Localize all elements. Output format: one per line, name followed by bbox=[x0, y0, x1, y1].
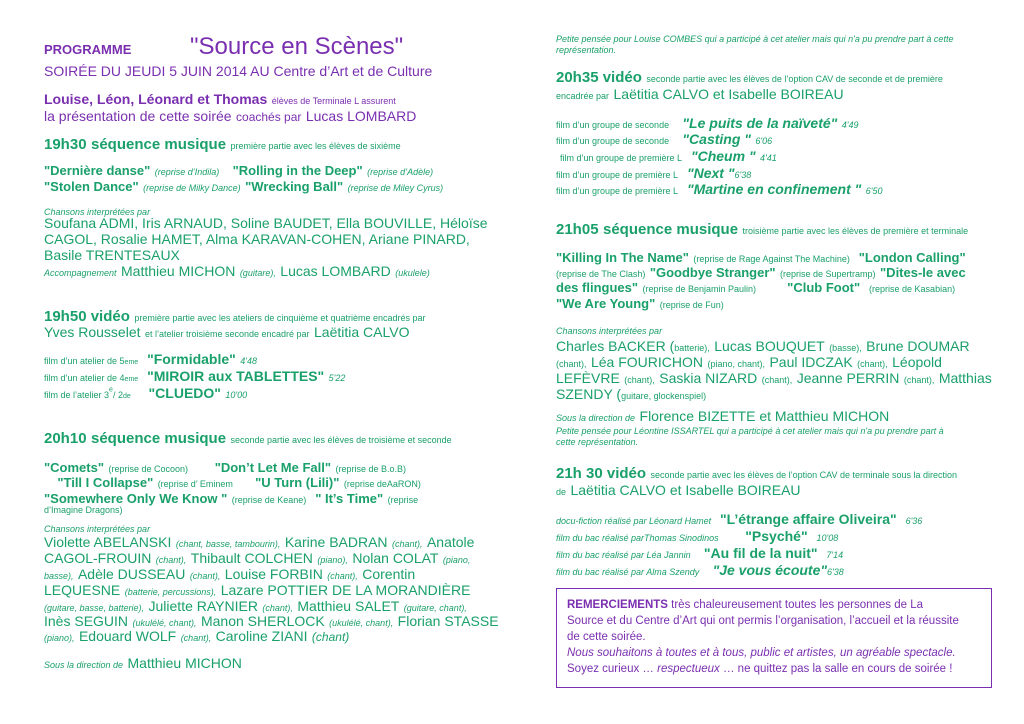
film-prefix: film d’un atelier de 5 bbox=[44, 356, 125, 366]
teacher-name: Laëtitia CALVO et Isabelle BOIREAU bbox=[570, 482, 801, 498]
performer-name: LEQUESNE bbox=[44, 582, 121, 598]
film-line bbox=[44, 368, 345, 386]
performer-role: (chant), bbox=[155, 555, 187, 565]
song-title: "Stolen Dance" bbox=[44, 179, 139, 194]
interp-label: Chansons interprétées par bbox=[44, 524, 151, 534]
film-title: "Le puits de la naïveté" bbox=[682, 115, 838, 131]
thanks-text: Source et du Centre d’Art qui ont permis l’organisation, l’accueil et la réussite bbox=[567, 615, 959, 627]
song-title: des flingues" bbox=[556, 280, 639, 295]
performer-name: Corentin bbox=[362, 566, 416, 582]
coached-text: coachés par bbox=[236, 110, 302, 124]
teachers-line bbox=[556, 86, 844, 104]
performer-name: CAGOL-FROUIN bbox=[44, 550, 152, 566]
performer-name: Jeanne PERRIN bbox=[796, 370, 900, 386]
song-title: "Rolling in the Deep" bbox=[232, 163, 363, 178]
performer-name: Manon SHERLOCK bbox=[200, 613, 325, 629]
film-title: "Casting " bbox=[682, 131, 751, 147]
performer-name: Inès SEGUIN bbox=[44, 613, 129, 629]
song-title: "Wrecking Ball" bbox=[245, 179, 344, 194]
film-duration: 10'08 bbox=[816, 533, 839, 543]
film-duration: 6'38 bbox=[734, 170, 752, 180]
note-line: Petite pensée pour Léontine ISSARTEL qui a participé à cet atelier mais qui n'a pu prendre part à bbox=[556, 426, 944, 436]
performer-role: (chant), bbox=[624, 375, 655, 385]
film-prefix: film d’un groupe de première L bbox=[556, 186, 679, 196]
song-note: (reprise d’Adèle) bbox=[367, 167, 434, 177]
performer-role: (chant), bbox=[556, 359, 587, 369]
film-duration: 5'22 bbox=[328, 373, 346, 383]
thanks-text: très chaleureusement toutes les personnes de La bbox=[667, 599, 924, 611]
accompaniment-line bbox=[44, 263, 430, 281]
section-time: 19h50 vidéo bbox=[44, 308, 130, 325]
performer-name: Juliette RAYNIER bbox=[148, 598, 258, 614]
film-line bbox=[44, 385, 247, 403]
performer-name: Louise FORBIN bbox=[224, 566, 323, 582]
presenters: Louise, Léon, Léonard et Thomas bbox=[44, 91, 268, 107]
section-2130-heading bbox=[556, 465, 957, 483]
section-desc: seconde partie avec les élèves de l’option CAV de terminale sous la direction bbox=[650, 470, 958, 480]
song-note: (reprise de Benjamin Paulin) bbox=[642, 284, 757, 294]
thanks-text: de cette soirée. bbox=[567, 631, 646, 643]
thanks-text: Nous souhaitons à toutes et à tous, public et artistes, un agréable spectacle. bbox=[567, 647, 956, 659]
song-note: (reprise de Rage Against The Machine) bbox=[693, 254, 850, 264]
film-prefix: film d’un groupe de première L bbox=[556, 170, 679, 180]
film-line bbox=[556, 181, 882, 199]
section-desc: seconde partie avec les élèves de l’option CAV de seconde et de première bbox=[646, 74, 943, 84]
song-note: (reprise bbox=[387, 495, 419, 505]
performer-role: (chant), bbox=[180, 633, 212, 643]
song-title: "Club Foot" bbox=[787, 280, 861, 295]
song-title: "U Turn (Lili)" bbox=[255, 475, 340, 490]
song-title: "Don’t Let Me Fall" bbox=[214, 460, 332, 475]
performer-name: Léa FOURICHON bbox=[590, 354, 703, 370]
performer-role: (basse), bbox=[829, 343, 862, 353]
section-2035-heading bbox=[556, 69, 943, 87]
performer-role: (chant), bbox=[903, 375, 935, 385]
section-desc: seconde partie avec les élèves de troisième et seconde bbox=[230, 435, 452, 445]
film-prefix: film du bac réalisé par Alma Szendy bbox=[556, 567, 700, 577]
performer-name: Lucas BOUQUET bbox=[714, 338, 825, 354]
performer-name: Thibault COLCHEN bbox=[190, 550, 313, 566]
thanks-line bbox=[567, 597, 981, 613]
film-prefix: film du bac réalisé parThomas Sinodinos bbox=[556, 533, 719, 543]
film-prefix: film du bac réalisé par Léa Jannin bbox=[556, 550, 691, 560]
film-duration: 6'36 bbox=[905, 516, 923, 526]
song-title: "Killing In The Name" bbox=[556, 250, 689, 265]
song-note: (reprise de Keane) bbox=[231, 495, 307, 505]
direction-label: Sous la direction de bbox=[556, 413, 636, 423]
song-note: (reprise de Miley Cyrus) bbox=[347, 183, 444, 193]
film-prefix: film d’un groupe de première L bbox=[560, 153, 683, 163]
performers-line: Basile TRENTESAUX bbox=[44, 247, 180, 263]
section-2105-heading bbox=[556, 221, 968, 239]
thanks-line bbox=[567, 661, 981, 677]
accomp-note: (guitare), bbox=[239, 268, 276, 278]
accomp-label: Accompagnement bbox=[44, 268, 117, 278]
film-title: "Next " bbox=[686, 165, 735, 181]
performer-role: (ukulélé, chant), bbox=[132, 618, 197, 628]
presentation-line bbox=[44, 108, 416, 126]
performer-name: Paul IDCZAK bbox=[769, 354, 853, 370]
accomp-name: Lucas LOMBARD bbox=[280, 263, 391, 279]
performer-role: (piano, bbox=[442, 555, 471, 565]
film-prefix: docu-fiction réalisé par Léonard Hamet bbox=[556, 516, 712, 526]
direction-line bbox=[44, 655, 242, 673]
performer-name: Edouard WOLF bbox=[78, 628, 177, 644]
film-line bbox=[560, 148, 777, 166]
song-title: " It’s Time" bbox=[315, 491, 384, 506]
film-line bbox=[556, 131, 772, 149]
film-suffix: eme bbox=[124, 359, 139, 366]
performer-name: Karine BADRAN bbox=[284, 534, 388, 550]
coach-name: Lucas LOMBARD bbox=[305, 108, 417, 124]
performers-line: Soufana ADMI, Iris ARNAUD, Soline BAUDET, Ella BOUVILLE, Héloïse bbox=[44, 215, 488, 231]
film-title: "Cheum " bbox=[690, 148, 756, 164]
section-label: séquence musique bbox=[91, 430, 227, 447]
note-line: Petite pensée pour Louise COMBES qui a participé à cet atelier mais qui n'a pu prendre part à cette bbox=[556, 34, 954, 44]
teacher-name: Yves Rousselet bbox=[44, 324, 141, 340]
direction-label: Sous la direction de bbox=[44, 660, 124, 670]
performer-name: Adèle DUSSEAU bbox=[77, 566, 186, 582]
song-note: (reprise d’ Eminem bbox=[157, 479, 233, 489]
performer-role: (chant) bbox=[311, 630, 350, 644]
teachers-line bbox=[556, 482, 801, 500]
song-title: "Till I Collapse" bbox=[57, 475, 154, 490]
film-title: "CLUEDO" bbox=[148, 385, 221, 401]
performers-line bbox=[44, 628, 349, 646]
section-time: 20h10 bbox=[44, 430, 87, 447]
song-note: (reprise de The Clash) bbox=[556, 269, 646, 279]
performer-role: (chant), bbox=[761, 375, 793, 385]
performer-role: (chant), bbox=[189, 571, 221, 581]
thanks-text: respectueux bbox=[657, 663, 720, 675]
section-desc: encadrée par bbox=[556, 91, 610, 101]
song-title: "Comets" bbox=[44, 460, 105, 475]
film-duration: 4'41 bbox=[760, 153, 777, 163]
film-line bbox=[556, 562, 844, 580]
performer-name: SZENDY ( bbox=[556, 386, 622, 402]
film-suffix: eme bbox=[124, 376, 139, 383]
performer-name: Charles BACKER ( bbox=[556, 338, 675, 354]
performer-role: (chant), bbox=[857, 359, 888, 369]
film-line bbox=[556, 528, 838, 546]
thanks-text: Soyez curieux … bbox=[567, 663, 658, 675]
song-note: (reprise de B.o.B) bbox=[335, 464, 406, 474]
performer-name: Saskia NIZARD bbox=[659, 370, 758, 386]
performer-name: Anatole bbox=[426, 534, 475, 550]
film-line bbox=[556, 511, 922, 529]
film-duration: 6'38 bbox=[827, 567, 844, 577]
film-line bbox=[44, 351, 257, 369]
performer-role: (ukulélé, chant), bbox=[329, 618, 394, 628]
performer-name: Florian STASSE bbox=[397, 613, 499, 629]
song-note: (reprise de Supertramp) bbox=[780, 269, 876, 279]
song-line bbox=[556, 295, 724, 313]
direction-line bbox=[556, 408, 889, 426]
song-note: (reprise de Milky Dance) bbox=[143, 183, 241, 193]
section-time: 21h 30 vidéo bbox=[556, 465, 647, 482]
film-title: "Martine en confinement " bbox=[686, 181, 862, 197]
performer-role: (guitare, chant), bbox=[403, 603, 467, 613]
film-duration: 6'06 bbox=[755, 136, 773, 146]
film-title: "Au fil de la nuit" bbox=[703, 545, 818, 561]
page-title: "Source en Scènes" bbox=[190, 33, 404, 60]
performers-line: CAGOL, Rosalie HAMET, Alma KARAVAN-COHEN, Ariane PINARD, bbox=[44, 231, 470, 247]
performer-name: Matthias bbox=[938, 370, 992, 386]
section-label: séquence musique bbox=[603, 221, 739, 238]
director-name: Florence BIZETTE et Matthieu MICHON bbox=[639, 408, 890, 424]
film-title: "Psyché" bbox=[745, 528, 808, 544]
song-note: (reprise de Cocoon) bbox=[108, 464, 189, 474]
performer-role: (chant, basse, tambourin), bbox=[175, 539, 281, 549]
programme-label: PROGRAMME bbox=[44, 42, 132, 57]
film-suffix: de bbox=[122, 393, 131, 400]
section-1930-heading bbox=[44, 136, 401, 154]
presentation-text: la présentation de cette soirée bbox=[44, 108, 232, 124]
song-title: "Somewhere Only We Know " bbox=[44, 491, 228, 506]
presenters-note: élèves de Terminale L assurent bbox=[271, 96, 396, 106]
teacher-name: Laëtitia CALVO bbox=[314, 324, 410, 340]
section-desc: première partie avec les ateliers de cinquième et quatrième encadrés par bbox=[134, 313, 426, 323]
song-note: d’Imagine Dragons) bbox=[44, 505, 123, 515]
teacher-name: Laëtitia CALVO et Isabelle BOIREAU bbox=[613, 86, 844, 102]
performer-role: (batterie, percussions), bbox=[124, 587, 217, 597]
thanks-label: REMERCIEMENTS bbox=[567, 599, 668, 611]
film-duration: 4'49 bbox=[841, 120, 859, 130]
teachers-line bbox=[44, 324, 409, 342]
performer-role: (piano, chant), bbox=[707, 359, 765, 369]
film-title: "Formidable" bbox=[147, 351, 236, 367]
film-prefix: film d’un groupe de seconde bbox=[556, 120, 670, 130]
teacher-desc: et l’atelier troisième seconde encadré par bbox=[144, 329, 310, 339]
accomp-note: (ukulele) bbox=[395, 268, 430, 278]
performer-role: (chant), bbox=[327, 571, 358, 581]
film-title: "Je vous écoute" bbox=[712, 562, 828, 578]
section-time: 20h35 vidéo bbox=[556, 69, 642, 86]
performer-name: LEFÈVRE bbox=[556, 370, 620, 386]
film-title: "L’étrange affaire Oliveira" bbox=[719, 511, 897, 527]
section-desc: première partie avec les élèves de sixième bbox=[230, 141, 401, 151]
film-duration: 4'48 bbox=[240, 356, 257, 366]
section-desc: de bbox=[556, 487, 567, 497]
section-2010-heading bbox=[44, 430, 452, 448]
song-line bbox=[44, 178, 443, 196]
performer-name: Matthieu SALET bbox=[297, 598, 400, 614]
performer-name: Nolan COLAT bbox=[352, 550, 439, 566]
thanks-box bbox=[556, 588, 992, 688]
accomp-name: Matthieu MICHON bbox=[121, 263, 236, 279]
song-title: "London Calling" bbox=[858, 250, 966, 265]
song-title: "Dernière danse" bbox=[44, 163, 151, 178]
song-note: (reprise d’Indila) bbox=[154, 167, 220, 177]
performer-role: basse), bbox=[44, 571, 74, 581]
interp-label: Chansons interprétées par bbox=[44, 207, 151, 217]
film-prefix: film d’un groupe de seconde bbox=[556, 136, 670, 146]
performer-name: Violette ABELANSKI bbox=[44, 534, 172, 550]
film-line bbox=[556, 545, 843, 563]
film-prefix: film de l’atelier 3 bbox=[44, 390, 110, 400]
song-note: (reprise de Kasabian) bbox=[869, 284, 956, 294]
performer-role: (chant), bbox=[392, 539, 423, 549]
film-suffix: e bbox=[109, 386, 113, 394]
performer-role: guitare, glockenspiel) bbox=[621, 391, 707, 401]
song-title: "We Are Young" bbox=[556, 296, 656, 311]
film-duration: 6'50 bbox=[865, 186, 883, 196]
director-name: Matthieu MICHON bbox=[127, 655, 242, 671]
film-duration: 7'14 bbox=[826, 550, 844, 560]
section-time: 21h05 bbox=[556, 221, 599, 238]
performer-name: Lazare POTTIER DE LA MORANDIÈRE bbox=[220, 582, 471, 598]
performer-role: (piano), bbox=[317, 555, 348, 565]
section-time: 19h30 bbox=[44, 136, 87, 153]
song-note: (reprise de Fun) bbox=[659, 300, 724, 310]
performer-name: Brune DOUMAR bbox=[866, 338, 970, 354]
performer-role: batterie), bbox=[674, 343, 710, 353]
section-label: séquence musique bbox=[91, 136, 227, 153]
film-title: "MIROIR aux TABLETTES" bbox=[147, 368, 325, 384]
section-desc: troisième partie avec les élèves de première et terminale bbox=[742, 226, 969, 236]
film-prefix: / 2 bbox=[112, 390, 123, 400]
performer-name: Caroline ZIANI bbox=[215, 628, 308, 644]
performers-line bbox=[556, 386, 706, 404]
note-line: représentation. bbox=[556, 45, 617, 55]
presenters-line bbox=[44, 91, 396, 109]
performer-name: Léopold bbox=[892, 354, 942, 370]
note-line: cette représentation. bbox=[556, 437, 639, 447]
interp-label: Chansons interprétées par bbox=[556, 326, 663, 336]
film-duration: 10'00 bbox=[225, 390, 248, 400]
performer-role: (chant), bbox=[262, 603, 293, 613]
soiree-line: SOIRÉE DU JEUDI 5 JUIN 2014 AU Centre d’Art et de Culture bbox=[44, 63, 433, 79]
film-prefix: film d’un atelier de 4 bbox=[44, 373, 125, 383]
performer-role: (piano), bbox=[44, 633, 75, 643]
performer-role: (guitare, basse, batterie), bbox=[44, 603, 145, 613]
song-title: "Dites-le avec bbox=[880, 265, 966, 280]
song-title: "Goodbye Stranger" bbox=[649, 265, 776, 280]
song-note: (reprise deAaRON) bbox=[343, 479, 421, 489]
thanks-text: … ne quittez pas la salle en cours de soirée ! bbox=[719, 663, 953, 675]
